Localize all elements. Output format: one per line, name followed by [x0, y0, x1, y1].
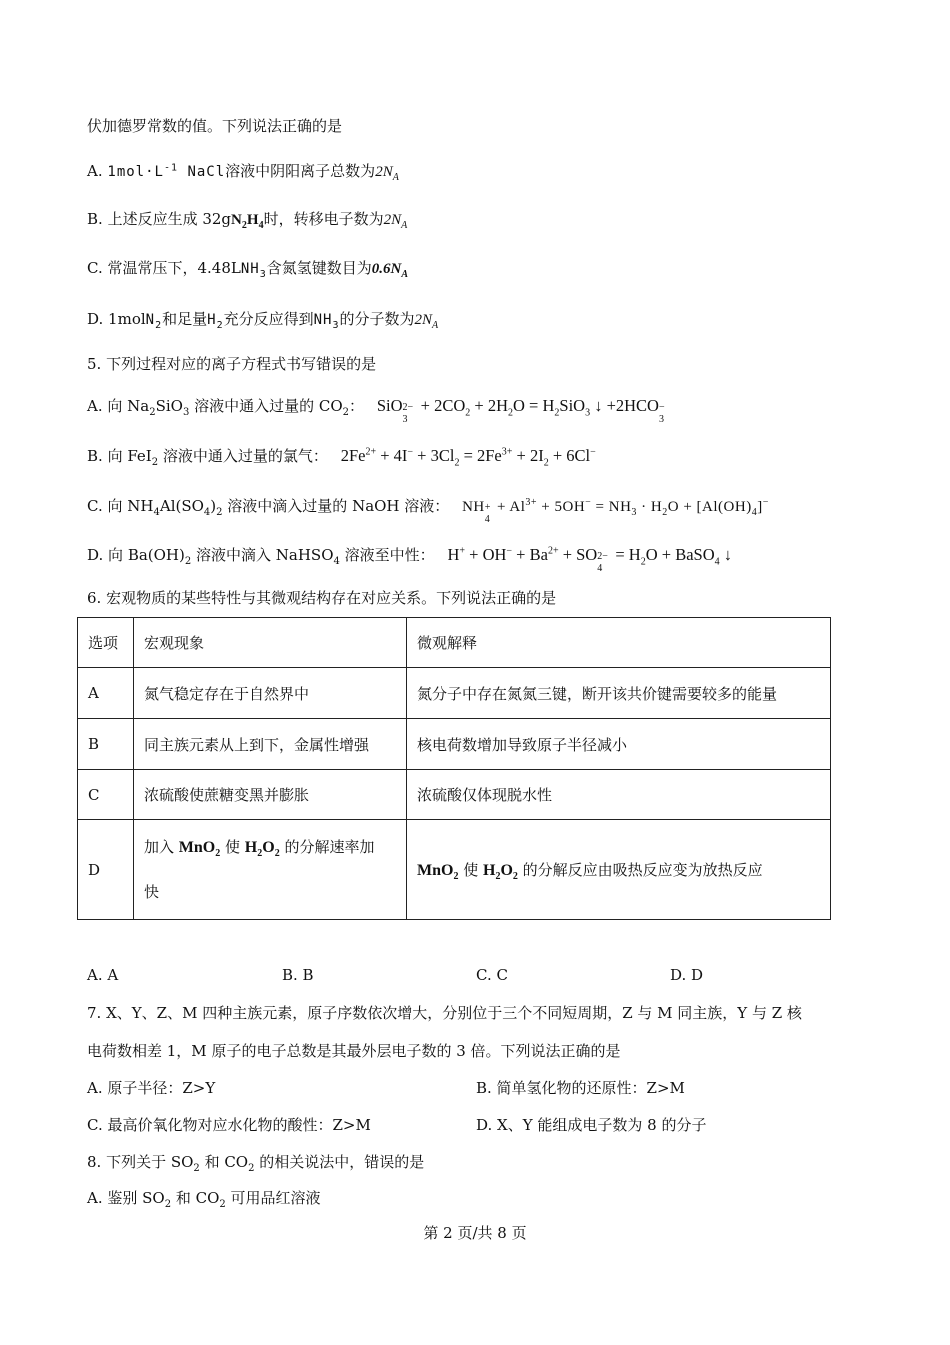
- table-cell-micro: 核电荷数增加导致原子半径减小: [407, 719, 831, 770]
- ionic-equation: $H^+ + OH^- + Ba^{2+}$ + SO 2− 4 = $H_2O$ + BaSO$_4$ ↓: [447, 545, 732, 574]
- option-text: 时，转移电子数为: [263, 210, 384, 228]
- option-label: A.: [87, 397, 103, 415]
- option-text: 1mol: [108, 310, 146, 328]
- table-cell-macro: 浓硫酸使蔗糖变黑并膨胀: [134, 770, 407, 820]
- option-label: B.: [87, 447, 103, 465]
- q6-answer-a: A. A: [87, 966, 119, 984]
- formula: $N_2$: [145, 312, 163, 331]
- q6-stem: 6. 宏观物质的某些特性与其微观结构存在对应关系。下列说法正确的是: [87, 589, 557, 607]
- formula: $1mol\cdot L^{-1}$ NaCl: [107, 162, 226, 180]
- option-text: 常温常压下，4.48L: [107, 259, 241, 277]
- option-text: 向 $NH_4Al(SO_4)_2$ 溶液中滴入过量的 NaOH 溶液：: [107, 497, 450, 518]
- q4-option-c: [87, 258, 408, 279]
- table-header-cell: 微观解释: [407, 618, 831, 668]
- q7-option-a: A. 原子半径：Z>Y: [87, 1079, 216, 1097]
- answer-value: $2N_A$: [375, 164, 399, 183]
- formula: $N_2H_4$: [231, 212, 264, 231]
- option-text: 向 FeI$_2$ 溶液中通入过量的氯气：: [107, 447, 328, 468]
- option-label: D.: [87, 546, 104, 564]
- q7-stem-line2: 电荷数相差 1，M 原子的电子总数是其最外层电子数的 3 倍。下列说法正确的是: [87, 1042, 621, 1060]
- q6-answer-c: C. C: [476, 966, 508, 984]
- answer-value: $2N_A$: [383, 212, 408, 231]
- table-cell-micro: MnO$_2$ 使 $H_2O_2$ 的分解反应由吸热反应变为放热反应: [407, 820, 831, 920]
- table-cell-option: B: [78, 719, 134, 770]
- q4-intro: 伏加德罗常数的值。下列说法正确的是: [87, 117, 343, 135]
- q6-answer-d: D. D: [670, 966, 704, 984]
- formula: $NH_3$: [240, 261, 267, 280]
- q7-option-b: B. 简单氢化物的还原性：Z>M: [476, 1079, 685, 1097]
- ionic-equation: NH + 4 + $Al^{3+} + 5OH^- = NH_3 \cdot H_2O + [Al(OH)_4]^-$: [462, 497, 769, 525]
- option-text: 含氮氢键数目为: [266, 259, 372, 277]
- table-header-row: [78, 618, 831, 668]
- q5-option-a: [87, 396, 667, 425]
- option-text: 和足量: [162, 310, 208, 328]
- option-label: D.: [87, 310, 104, 328]
- option-text: 的分子数为: [339, 310, 415, 328]
- q6-table: [77, 617, 831, 920]
- option-label: B.: [87, 210, 103, 228]
- option-text: 溶液中阴阳离子总数为: [225, 162, 376, 180]
- table-header-cell: 宏观现象: [134, 618, 407, 668]
- ionic-equation: SiO 2− 3 + $2CO_2 + 2H_2O = H_2SiO_3$ ↓ +2HCO − 3: [376, 396, 665, 425]
- table-row: [78, 668, 831, 719]
- table-cell-macro: 加入 MnO$_2$ 使 $H_2O_2$ 的分解速率加 快: [134, 820, 407, 920]
- table-row: [78, 820, 831, 920]
- table-cell-macro: 氮气稳定存在于自然界中: [134, 668, 407, 719]
- table-row: [78, 719, 831, 770]
- option-label: C.: [87, 259, 103, 277]
- option-text: 上述反应生成 32g: [107, 210, 232, 228]
- table-cell-option: D: [78, 820, 134, 920]
- page-footer: 第 2 页/共 8 页: [423, 1224, 527, 1242]
- answer-value: $0.6N_A$: [371, 261, 409, 280]
- q7-option-d: D. X、Y 能组成电子数为 8 的分子: [476, 1116, 707, 1134]
- q5-option-d: [87, 545, 732, 574]
- table-header-cell: 选项: [78, 618, 134, 668]
- formula: $NH_3$: [313, 312, 340, 331]
- option-text: 向 $Ba(OH)_2$ 溶液中滴入 NaHSO$_4$ 溶液至中性：: [108, 546, 435, 567]
- q6-answer-b: B. B: [282, 966, 314, 984]
- q5-option-b: [87, 446, 596, 469]
- q4-option-d: [87, 309, 438, 330]
- option-label: C.: [87, 497, 103, 515]
- table-cell-option: C: [78, 770, 134, 820]
- table-row: [78, 770, 831, 820]
- option-label: A.: [87, 162, 103, 180]
- table-cell-micro: 浓硫酸仅体现脱水性: [407, 770, 831, 820]
- option-text: 向 $Na_2SiO_3$ 溶液中通入过量的 $CO_2$：: [107, 397, 365, 418]
- table-cell-option: A: [78, 668, 134, 719]
- q7-option-c: C. 最高价氧化物对应水化物的酸性：Z>M: [87, 1116, 371, 1134]
- table-cell-macro: 同主族元素从上到下，金属性增强: [134, 719, 407, 770]
- q4-option-b: [87, 209, 407, 230]
- q8-stem: 8. 下列关于 $SO_2$ 和 $CO_2$ 的相关说法中，错误的是: [87, 1153, 425, 1174]
- q5-stem: 5. 下列过程对应的离子方程式书写错误的是: [87, 355, 377, 373]
- q7-stem-line1: 7. X、Y、Z、M 四种主族元素，原子序数依次增大，分别位于三个不同短周期，Z 与 M 同主族，Y 与 Z 核: [87, 1004, 802, 1022]
- table-cell-micro: 氮分子中存在氮氮三键，断开该共价键需要较多的能量: [407, 668, 831, 719]
- q4-option-a: [87, 161, 399, 182]
- answer-value: $2N_A$: [414, 312, 439, 331]
- option-text: 充分反应得到: [223, 310, 314, 328]
- q5-option-c: [87, 496, 769, 525]
- q8-option-a: A. 鉴别 $SO_2$ 和 $CO_2$ 可用品红溶液: [87, 1189, 321, 1210]
- formula: $H_2$: [207, 312, 224, 331]
- ionic-equation: $2Fe^{2+} + 4I^- + 3Cl_2 = 2Fe^{3+} + 2I_2 + 6Cl^-$: [340, 446, 596, 469]
